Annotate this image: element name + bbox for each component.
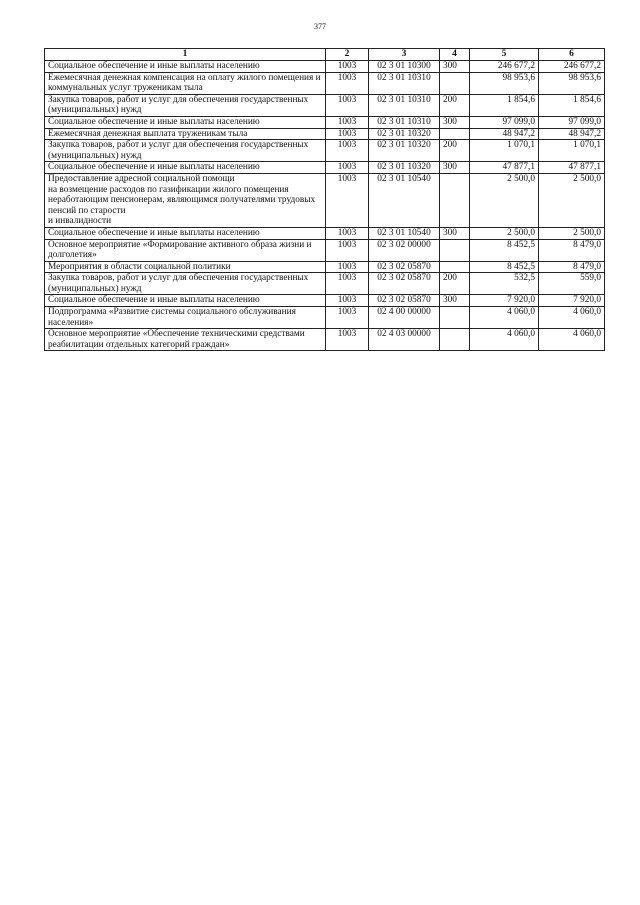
row-name-cell: Подпрограмма «Развитие системы социального обслуживания населения»: [45, 307, 326, 329]
row-amount-1-cell: 4 060,0: [470, 329, 539, 351]
row-amount-1-cell: 8 452,5: [470, 239, 539, 261]
row-target-code-cell: 02 3 02 05870: [369, 295, 440, 307]
row-section-code-cell: 1003: [326, 173, 369, 227]
row-amount-2-cell: 97 099,0: [539, 116, 605, 128]
row-amount-2-cell: 1 854,6: [539, 94, 605, 116]
row-amount-1-cell: 246 677,2: [470, 61, 539, 73]
row-section-code-cell: 1003: [326, 273, 369, 295]
row-target-code-cell: 02 3 01 10320: [369, 140, 440, 162]
budget-table: [44, 48, 605, 351]
row-name-cell: Мероприятия в области социальной политики: [45, 261, 326, 273]
row-section-code-cell: 1003: [326, 116, 369, 128]
row-amount-1-cell: 1 070,1: [470, 140, 539, 162]
row-expense-type-cell: [440, 173, 470, 227]
row-amount-2-cell: 98 953,6: [539, 72, 605, 94]
row-amount-2-cell: 7 920,0: [539, 295, 605, 307]
row-amount-1-cell: 7 920,0: [470, 295, 539, 307]
column-header-5: 5: [470, 49, 539, 61]
row-amount-2-cell: 4 060,0: [539, 329, 605, 351]
row-target-code-cell: 02 3 01 10540: [369, 227, 440, 239]
table-row: [45, 239, 605, 261]
row-expense-type-cell: 300: [440, 295, 470, 307]
row-expense-type-cell: 300: [440, 227, 470, 239]
table-row: [45, 61, 605, 73]
row-amount-2-cell: 48 947,2: [539, 128, 605, 140]
row-expense-type-cell: 200: [440, 273, 470, 295]
row-amount-2-cell: 8 479,0: [539, 239, 605, 261]
column-header-2: 2: [326, 49, 369, 61]
row-target-code-cell: 02 3 02 00000: [369, 239, 440, 261]
row-section-code-cell: 1003: [326, 140, 369, 162]
row-section-code-cell: 1003: [326, 128, 369, 140]
row-target-code-cell: 02 3 01 10320: [369, 162, 440, 174]
row-amount-1-cell: 47 877,1: [470, 162, 539, 174]
row-expense-type-cell: [440, 128, 470, 140]
row-section-code-cell: 1003: [326, 307, 369, 329]
row-target-code-cell: 02 4 03 00000: [369, 329, 440, 351]
row-section-code-cell: 1003: [326, 61, 369, 73]
table-row: [45, 128, 605, 140]
row-name-cell: Социальное обеспечение и иные выплаты населению: [45, 295, 326, 307]
row-expense-type-cell: 300: [440, 61, 470, 73]
row-target-code-cell: 02 3 02 05870: [369, 273, 440, 295]
row-section-code-cell: 1003: [326, 162, 369, 174]
row-name-cell: Основное мероприятие «Обеспечение техническими средствами реабилитации отдельных категорий граждан»: [45, 329, 326, 351]
row-amount-1-cell: 532,5: [470, 273, 539, 295]
row-expense-type-cell: [440, 307, 470, 329]
row-expense-type-cell: 300: [440, 116, 470, 128]
table-row: [45, 94, 605, 116]
row-amount-2-cell: 1 070,1: [539, 140, 605, 162]
row-amount-1-cell: 48 947,2: [470, 128, 539, 140]
row-target-code-cell: 02 3 01 10310: [369, 72, 440, 94]
table-row: [45, 273, 605, 295]
table-row: [45, 140, 605, 162]
row-section-code-cell: 1003: [326, 261, 369, 273]
table-row: [45, 227, 605, 239]
table-row: [45, 329, 605, 351]
table-row: [45, 173, 605, 227]
row-amount-2-cell: 2 500,0: [539, 173, 605, 227]
table-body: [45, 61, 605, 351]
row-name-cell: Социальное обеспечение и иные выплаты населению: [45, 162, 326, 174]
row-target-code-cell: 02 4 00 00000: [369, 307, 440, 329]
row-name-cell: Закупка товаров, работ и услуг для обеспечения государственных (муниципальных) нужд: [45, 140, 326, 162]
row-amount-1-cell: 97 099,0: [470, 116, 539, 128]
row-amount-2-cell: 4 060,0: [539, 307, 605, 329]
row-name-cell: Ежемесячная денежная выплата труженикам тыла: [45, 128, 326, 140]
header-row: [45, 49, 605, 61]
row-name-cell: Предоставление адресной социальной помощи на возмещение расходов по газификации жилого помещения неработающим пенсионерам, являющимся получателями трудовых пенсий по старости и инвалидности: [45, 173, 326, 227]
row-expense-type-cell: [440, 239, 470, 261]
row-target-code-cell: 02 3 02 05870: [369, 261, 440, 273]
row-target-code-cell: 02 3 01 10310: [369, 116, 440, 128]
table-row: [45, 72, 605, 94]
row-name-cell: Ежемесячная денежная компенсация на оплату жилого помещения и коммунальных услуг труженикам тыла: [45, 72, 326, 94]
row-amount-1-cell: 98 953,6: [470, 72, 539, 94]
row-target-code-cell: 02 3 01 10540: [369, 173, 440, 227]
row-section-code-cell: 1003: [326, 94, 369, 116]
row-name-cell: Основное мероприятие «Формирование активного образа жизни и долголетия»: [45, 239, 326, 261]
row-amount-1-cell: 4 060,0: [470, 307, 539, 329]
row-amount-2-cell: 8 479,0: [539, 261, 605, 273]
table-row: [45, 162, 605, 174]
column-header-1: 1: [45, 49, 326, 61]
row-section-code-cell: 1003: [326, 227, 369, 239]
column-header-3: 3: [369, 49, 440, 61]
row-name-cell: Социальное обеспечение и иные выплаты населению: [45, 61, 326, 73]
row-expense-type-cell: 200: [440, 140, 470, 162]
row-section-code-cell: 1003: [326, 295, 369, 307]
column-header-6: 6: [539, 49, 605, 61]
row-target-code-cell: 02 3 01 10320: [369, 128, 440, 140]
row-amount-1-cell: 1 854,6: [470, 94, 539, 116]
row-amount-2-cell: 47 877,1: [539, 162, 605, 174]
row-name-cell: Закупка товаров, работ и услуг для обеспечения государственных (муниципальных) нужд: [45, 94, 326, 116]
row-amount-1-cell: 8 452,5: [470, 261, 539, 273]
row-expense-type-cell: 200: [440, 94, 470, 116]
row-expense-type-cell: 300: [440, 162, 470, 174]
row-section-code-cell: 1003: [326, 239, 369, 261]
row-amount-1-cell: 2 500,0: [470, 173, 539, 227]
table-row: [45, 116, 605, 128]
row-amount-2-cell: 2 500,0: [539, 227, 605, 239]
table-row: [45, 295, 605, 307]
row-section-code-cell: 1003: [326, 329, 369, 351]
table-row: [45, 307, 605, 329]
row-amount-2-cell: 559,0: [539, 273, 605, 295]
table-row: [45, 261, 605, 273]
row-expense-type-cell: [440, 329, 470, 351]
row-expense-type-cell: [440, 72, 470, 94]
row-target-code-cell: 02 3 01 10300: [369, 61, 440, 73]
row-name-cell: Закупка товаров, работ и услуг для обеспечения государственных (муниципальных) нужд: [45, 273, 326, 295]
row-amount-1-cell: 2 500,0: [470, 227, 539, 239]
row-name-cell: Социальное обеспечение и иные выплаты населению: [45, 116, 326, 128]
row-expense-type-cell: [440, 261, 470, 273]
row-target-code-cell: 02 3 01 10310: [369, 94, 440, 116]
row-name-cell: Социальное обеспечение и иные выплаты населению: [45, 227, 326, 239]
row-amount-2-cell: 246 677,2: [539, 61, 605, 73]
column-header-4: 4: [440, 49, 470, 61]
row-section-code-cell: 1003: [326, 72, 369, 94]
page-number: 377: [314, 22, 326, 31]
